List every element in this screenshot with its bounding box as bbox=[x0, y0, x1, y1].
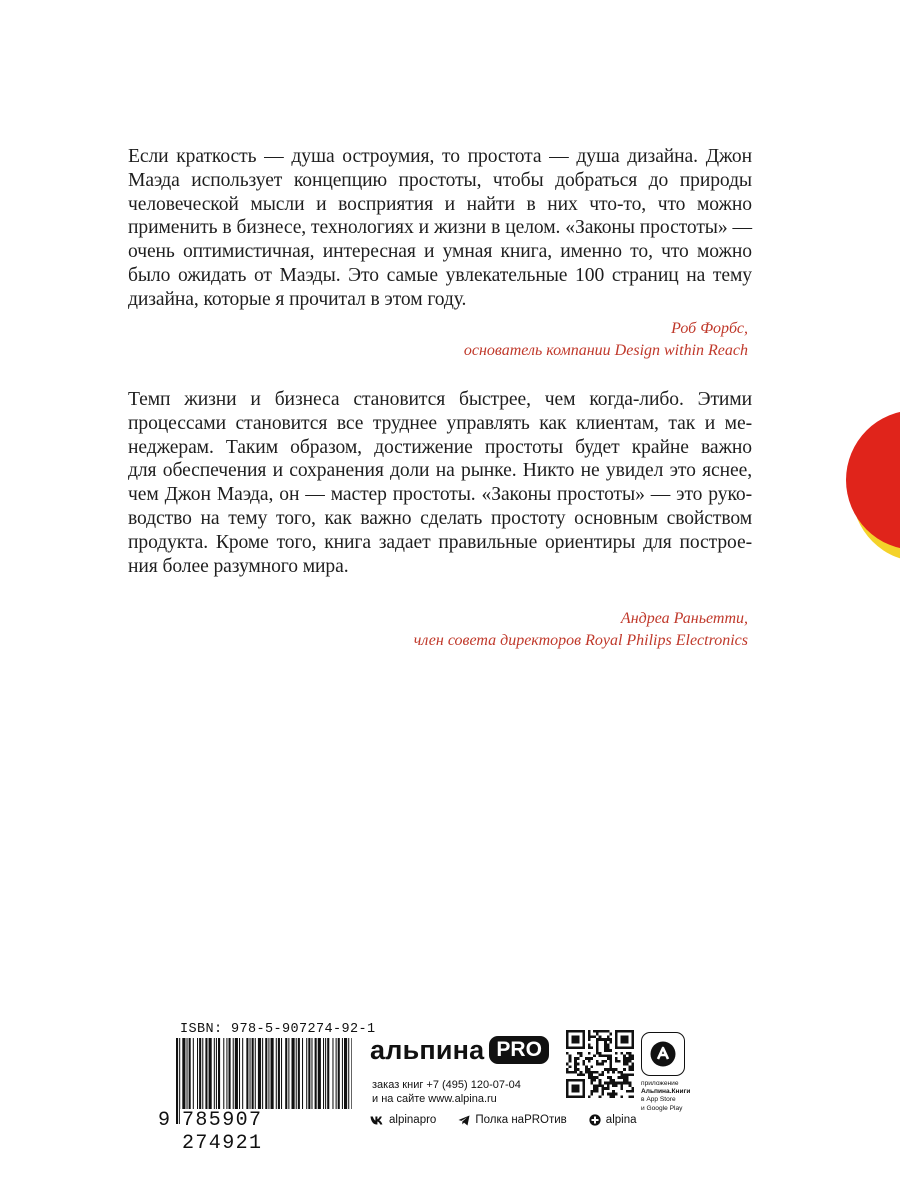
quote-line: применить в бизнесе, технологиях и жизни в целом. «Законы простоты» — bbox=[128, 217, 752, 239]
app-line: и Google Play bbox=[641, 1104, 683, 1112]
social-alpina bbox=[589, 1114, 637, 1126]
quote-line: чем Джон Маэда, он — мастер простоты. «Законы простоты» — это руко- bbox=[128, 484, 752, 506]
app-store-info bbox=[641, 1080, 690, 1113]
brand-name: альпина bbox=[370, 1034, 485, 1065]
alpina-books-app-icon bbox=[649, 1040, 677, 1068]
quote-line: дизайна, которые я прочитал в этом году. bbox=[128, 288, 467, 310]
vk-handle: alpinapro bbox=[389, 1114, 437, 1126]
qr-code-icon bbox=[566, 1030, 634, 1098]
brand-pro-badge: PRO bbox=[489, 1036, 549, 1064]
telegram-icon bbox=[458, 1115, 470, 1126]
order-info bbox=[372, 1078, 521, 1106]
vk-icon bbox=[370, 1116, 384, 1125]
author-name: Андреа Раньетти, bbox=[620, 610, 748, 627]
quote-line: Маэда использует концепцию простоты, чтобы добраться до природы bbox=[128, 169, 752, 191]
quote-ragnetti bbox=[128, 388, 752, 578]
social-vk bbox=[370, 1114, 436, 1126]
author-title: основатель компании Design within Reach bbox=[463, 342, 748, 359]
quote-line: процессами становится все труднее управлять как клиентам, так и ме- bbox=[128, 412, 752, 434]
quote-attribution-forbes bbox=[464, 318, 748, 362]
social-telegram bbox=[458, 1114, 566, 1126]
quote-line: неджерам. Таким образом, достижение простоты будет крайне важно bbox=[128, 436, 752, 458]
alpina-handle: alpina bbox=[605, 1114, 637, 1126]
author-title: член совета директоров Royal Philips Electronics bbox=[413, 632, 748, 649]
publisher-logo bbox=[370, 1032, 549, 1068]
alpina-logo-icon bbox=[589, 1114, 601, 1126]
order-website: и на сайте www.alpina.ru bbox=[372, 1093, 497, 1105]
isbn-label: ISBN: 978-5-907274-92-1 bbox=[180, 1022, 376, 1037]
quote-line: было ожидать от Маэды. Это самые увлекательные 100 страниц на тему bbox=[128, 264, 752, 286]
app-line: в App Store bbox=[641, 1096, 676, 1104]
quote-line: продукта. Кроме того, книга задает правильные ориентиры для построе- bbox=[128, 531, 752, 553]
quote-line: Темп жизни и бизнеса становится быстрее, чем когда-либо. Этими bbox=[128, 389, 752, 410]
barcode-number: 785907 274921 bbox=[180, 1109, 354, 1155]
decorative-circle-red bbox=[846, 410, 900, 550]
quote-forbes bbox=[128, 145, 752, 312]
barcode-first-digit: 9 bbox=[158, 1109, 172, 1132]
app-name: Альпина.Книги bbox=[641, 1088, 691, 1096]
quote-line: человеческой мысли и восприятия и найти в них что-то, что можно bbox=[128, 193, 752, 215]
telegram-channel: Полка наPROтив bbox=[475, 1114, 567, 1126]
quote-line: очень оптимистичная, интересная и умная книга, именно то, что можно bbox=[128, 241, 752, 263]
quote-attribution-ragnetti bbox=[414, 608, 748, 652]
quote-line: ния более разумного мира. bbox=[128, 555, 349, 577]
quote-line: для обеспечения и сохранения доли на рынке. Никто не увидел это яснее, bbox=[128, 460, 752, 482]
quote-line: водство на тему того, как важно сделать простоту основным свойством bbox=[128, 507, 752, 529]
app-badge bbox=[641, 1032, 685, 1076]
author-name: Роб Форбс, bbox=[671, 320, 748, 337]
order-phone: заказ книг +7 (495) 120-07-04 bbox=[372, 1079, 521, 1091]
app-line: приложение bbox=[641, 1080, 679, 1087]
quote-line: Если краткость — душа остроумия, то простота — душа дизайна. Джон bbox=[128, 146, 752, 167]
social-links bbox=[370, 1112, 637, 1128]
